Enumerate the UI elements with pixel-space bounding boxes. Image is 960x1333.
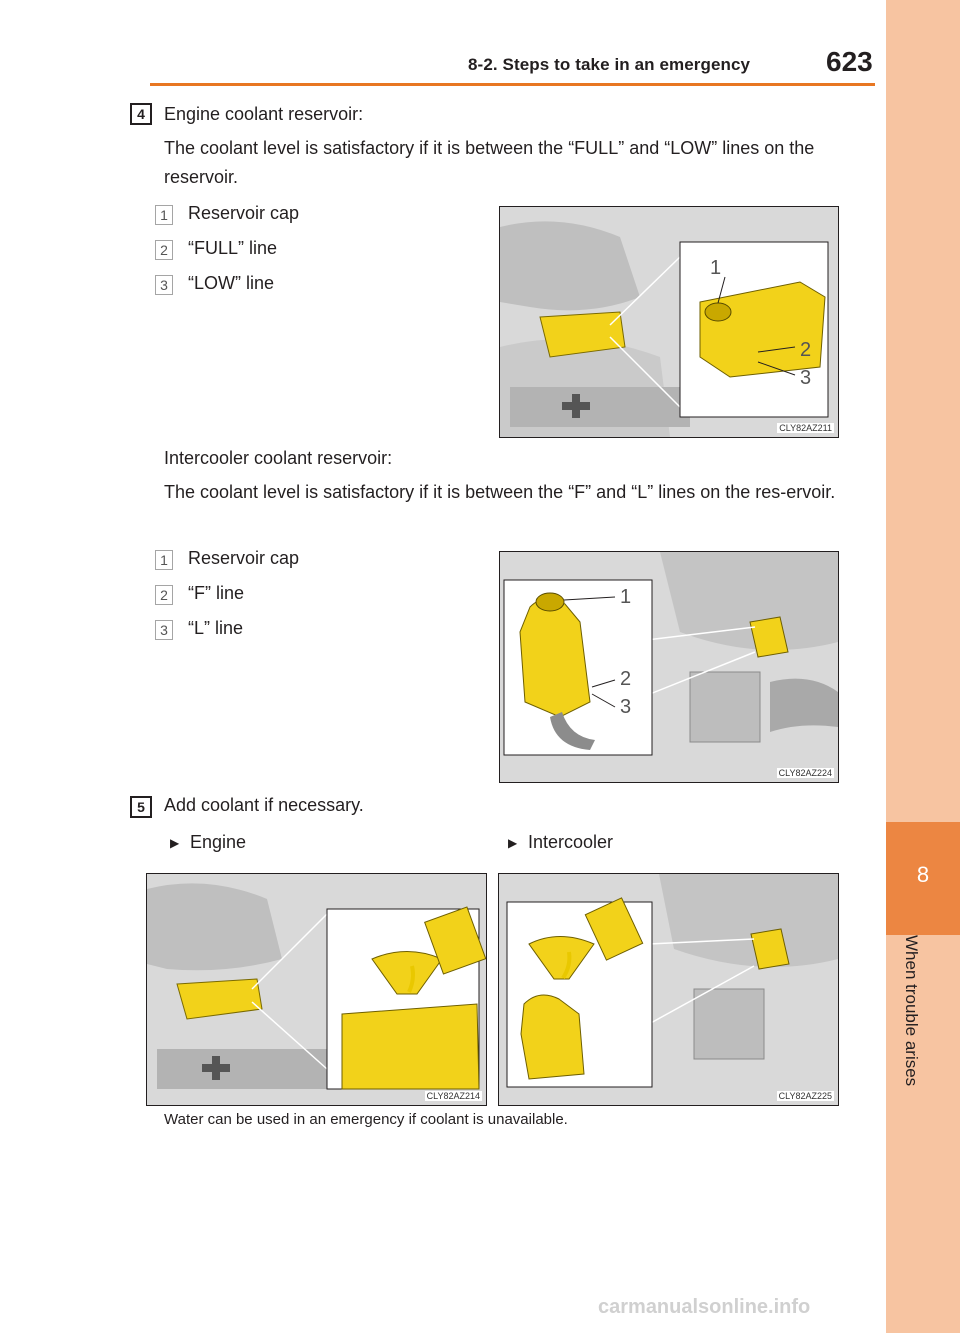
- intercooler-fill-figure: [498, 873, 839, 1106]
- engine-item-3-number: 3: [155, 275, 173, 295]
- intercooler-item-3-label: “L” line: [188, 618, 244, 638]
- intercooler-item-1-label: Reservoir cap: [188, 548, 300, 568]
- intercooler-arrow-icon: ▶: [508, 836, 518, 850]
- chapter-side-tab: [886, 0, 960, 1333]
- intercooler-figure-code: CLY82AZ224: [778, 768, 832, 778]
- engine-reservoir-title: Engine coolant reservoir:: [164, 104, 364, 124]
- intercooler-subheading: Intercooler: [528, 832, 614, 852]
- step-4-badge: 4: [130, 103, 152, 125]
- engine-item-1-number: 1: [155, 205, 173, 225]
- intercooler-item-3-number: 3: [155, 620, 173, 640]
- engine-item-1-label: Reservoir cap: [188, 203, 300, 223]
- intercooler-callout-1: 1: [620, 586, 632, 608]
- engine-fill-figure-code: CLY82AZ214: [426, 1091, 480, 1101]
- intercooler-callout-3: 3: [620, 696, 632, 718]
- chapter-title: When trouble arises: [902, 935, 921, 1087]
- intercooler-fill-figure-code: CLY82AZ225: [778, 1091, 832, 1101]
- intercooler-reservoir-title: Intercooler coolant reservoir:: [164, 448, 393, 468]
- engine-fill-figure: [146, 873, 487, 1106]
- add-coolant-text: Add coolant if necessary.: [164, 795, 364, 815]
- intercooler-callout-2: 2: [620, 668, 632, 690]
- engine-item-3-label: “LOW” line: [188, 273, 275, 293]
- page-number: 623: [826, 46, 873, 77]
- intercooler-reservoir-text: The coolant level is satisfactory if it is between the “F” and “L” lines on the res-ervoir.: [164, 482, 836, 502]
- header-divider: [150, 83, 875, 86]
- watermark-text: carmanualsonline.info: [598, 1296, 811, 1318]
- engine-reservoir-text: The coolant level is satisfactory if it is between the “FULL” and “LOW” lines on the reservoir.: [164, 138, 815, 187]
- engine-callout-2: 2: [800, 339, 812, 361]
- engine-callout-3: 3: [800, 367, 812, 389]
- step-5-badge: 5: [130, 796, 152, 818]
- intercooler-item-2-label: “F” line: [188, 583, 245, 603]
- chapter-number: 8: [916, 862, 930, 887]
- intercooler-item-1-number: 1: [155, 550, 173, 570]
- engine-figure-code: CLY82AZ211: [779, 423, 832, 433]
- engine-reservoir-figure: [499, 206, 839, 438]
- engine-arrow-icon: ▶: [170, 836, 180, 850]
- intercooler-reservoir-figure: [499, 551, 839, 783]
- engine-callout-1: 1: [710, 257, 722, 279]
- emergency-water-note: Water can be used in an emergency if coolant is unavailable.: [164, 1111, 568, 1128]
- engine-subheading: Engine: [190, 832, 247, 852]
- intercooler-item-2-number: 2: [155, 585, 173, 605]
- engine-item-2-number: 2: [155, 240, 173, 260]
- header-section-title: 8-2. Steps to take in an emergency: [468, 55, 751, 74]
- engine-item-2-label: “FULL” line: [188, 238, 278, 258]
